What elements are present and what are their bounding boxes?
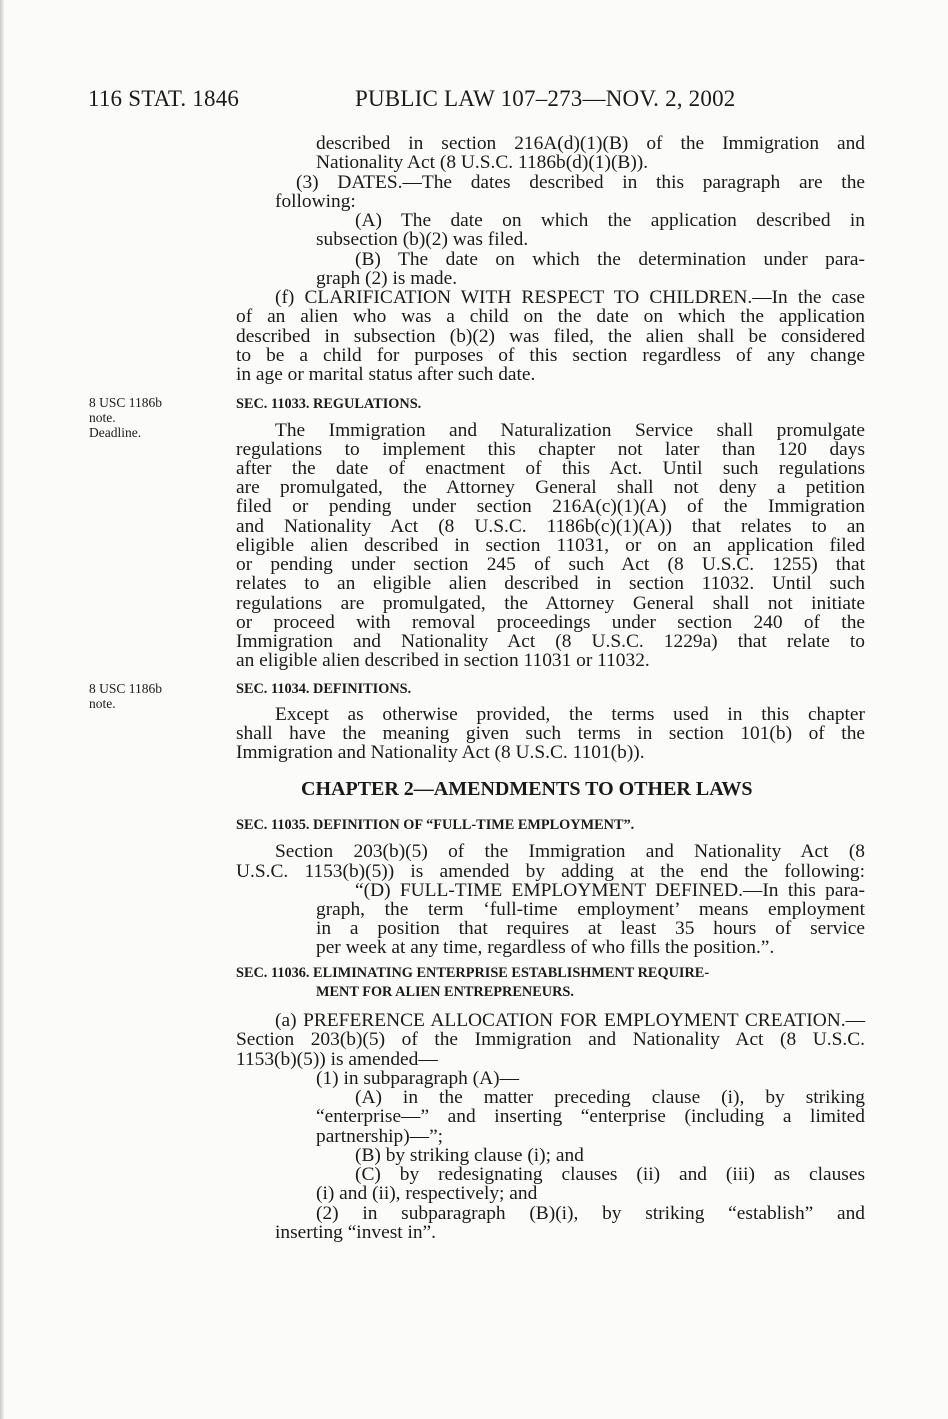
chapter-heading: CHAPTER 2—AMENDMENTS TO OTHER LAWS (301, 778, 753, 800)
text-line: or proceed with removal proceedings under section 240 of the (236, 612, 865, 633)
text-line: (a) PREFERENCE ALLOCATION FOR EMPLOYMENT CREATION.— (275, 1010, 865, 1031)
section-heading-11036-line-1: SEC. 11036. ELIMINATING ENTERPRISE ESTABLISHMENT REQUIRE- (236, 965, 710, 981)
text-line: Nationality Act (8 U.S.C. 1186b(d)(1)(B)). (316, 152, 649, 173)
text-line: (2) in subparagraph (B)(i), by striking “establish” and (316, 1203, 865, 1224)
text-line: Except as otherwise provided, the terms used in this chapter (275, 704, 865, 725)
text-line: regulations are promulgated, the Attorney General shall not initiate (236, 593, 865, 614)
text-line: (B) The date on which the determination under para- (355, 249, 865, 270)
text-line: (A) in the matter preceding clause (i), by striking (355, 1087, 865, 1108)
text-line: in a position that requires at least 35 hours of service (316, 918, 865, 939)
text-line: described in subsection (b)(2) was filed, the alien shall be considered (236, 326, 865, 347)
text-line: inserting “invest in”. (275, 1222, 437, 1243)
text-line: eligible alien described in section 11031, or on an application filed (236, 535, 865, 556)
text-line: Immigration and Nationality Act (8 U.S.C. 1101(b)). (236, 742, 645, 763)
text-line: U.S.C. 1153(b)(5)) is amended by adding at the end the following: (236, 861, 865, 882)
header-stat: 116 STAT. 1846 (88, 86, 240, 111)
text-line: after the date of enactment of this Act. Until such regulations (236, 458, 865, 479)
text-line: per week at any time, regardless of who fills the position.”. (316, 937, 775, 958)
text-line: following: (275, 191, 356, 212)
text-line: Section 203(b)(5) of the Immigration and Nationality Act (8 (275, 841, 865, 862)
text-line: subsection (b)(2) was filed. (316, 229, 529, 250)
text-line: “enterprise—” and inserting “enterprise (including a limited (316, 1106, 865, 1127)
section-heading-11033: SEC. 11033. REGULATIONS. (236, 396, 422, 412)
text-line: in age or marital status after such date. (236, 364, 536, 385)
text-line: 1153(b)(5)) is amended— (236, 1049, 438, 1070)
text-line: (A) The date on which the application described in (355, 210, 865, 231)
text-line: The Immigration and Naturalization Service shall promulgate (275, 420, 865, 441)
section-heading-11034: SEC. 11034. DEFINITIONS. (236, 681, 412, 697)
text-line: and Nationality Act (8 U.S.C. 1186b(c)(1)(A)) that relates to an (236, 516, 865, 537)
text-line: (i) and (ii), respectively; and (316, 1183, 538, 1204)
text-line: graph (2) is made. (316, 268, 458, 289)
header-law: PUBLIC LAW 107–273—NOV. 2, 2002 (355, 86, 736, 111)
text-line: Immigration and Nationality Act (8 U.S.C. 1229a) that relate to (236, 631, 865, 652)
text-line: filed or pending under section 216A(c)(1)(A) of the Immigration (236, 496, 865, 517)
margin-note-regulations: 8 USC 1186b note. Deadline. (89, 395, 163, 441)
text-line: an eligible alien described in section 11031 or 11032. (236, 650, 650, 671)
text-line: are promulgated, the Attorney General shall not deny a petition (236, 477, 865, 498)
page-binding-edge (0, 0, 4, 1419)
text-line: graph, the term ‘full-time employment’ means employment (316, 899, 865, 920)
text-line: shall have the meaning given such terms in section 101(b) of the (236, 723, 865, 744)
text-line: of an alien who was a child on the date on which the application (236, 306, 865, 327)
text-line: (C) by redesignating clauses (ii) and (iii) as clauses (355, 1164, 865, 1185)
section-heading-11035: SEC. 11035. DEFINITION OF “FULL-TIME EMPLOYMENT”. (236, 817, 635, 833)
margin-note-definitions: 8 USC 1186b note. (89, 681, 163, 712)
text-line: partnership)—”; (316, 1126, 444, 1147)
text-line: (3) DATES.—The dates described in this paragraph are the (296, 172, 865, 193)
text-line: relates to an eligible alien described in section 11032. Until such (236, 573, 865, 594)
text-line: Section 203(b)(5) of the Immigration and Nationality Act (8 U.S.C. (236, 1029, 865, 1050)
text-line: regulations to implement this chapter not later than 120 days (236, 439, 865, 460)
text-line: described in section 216A(d)(1)(B) of the Immigration and (316, 133, 865, 154)
text-line: (1) in subparagraph (A)— (316, 1068, 519, 1089)
section-heading-11036-line-2: MENT FOR ALIEN ENTREPRENEURS. (316, 984, 574, 1000)
text-line: (f) CLARIFICATION WITH RESPECT TO CHILDREN.—In the case (275, 287, 865, 308)
text-line: or pending under section 245 of such Act (8 U.S.C. 1255) that (236, 554, 865, 575)
text-line: to be a child for purposes of this section regardless of any change (236, 345, 865, 366)
text-line: “(D) FULL-TIME EMPLOYMENT DEFINED.—In this para- (355, 880, 865, 901)
text-line: (B) by striking clause (i); and (355, 1145, 584, 1166)
